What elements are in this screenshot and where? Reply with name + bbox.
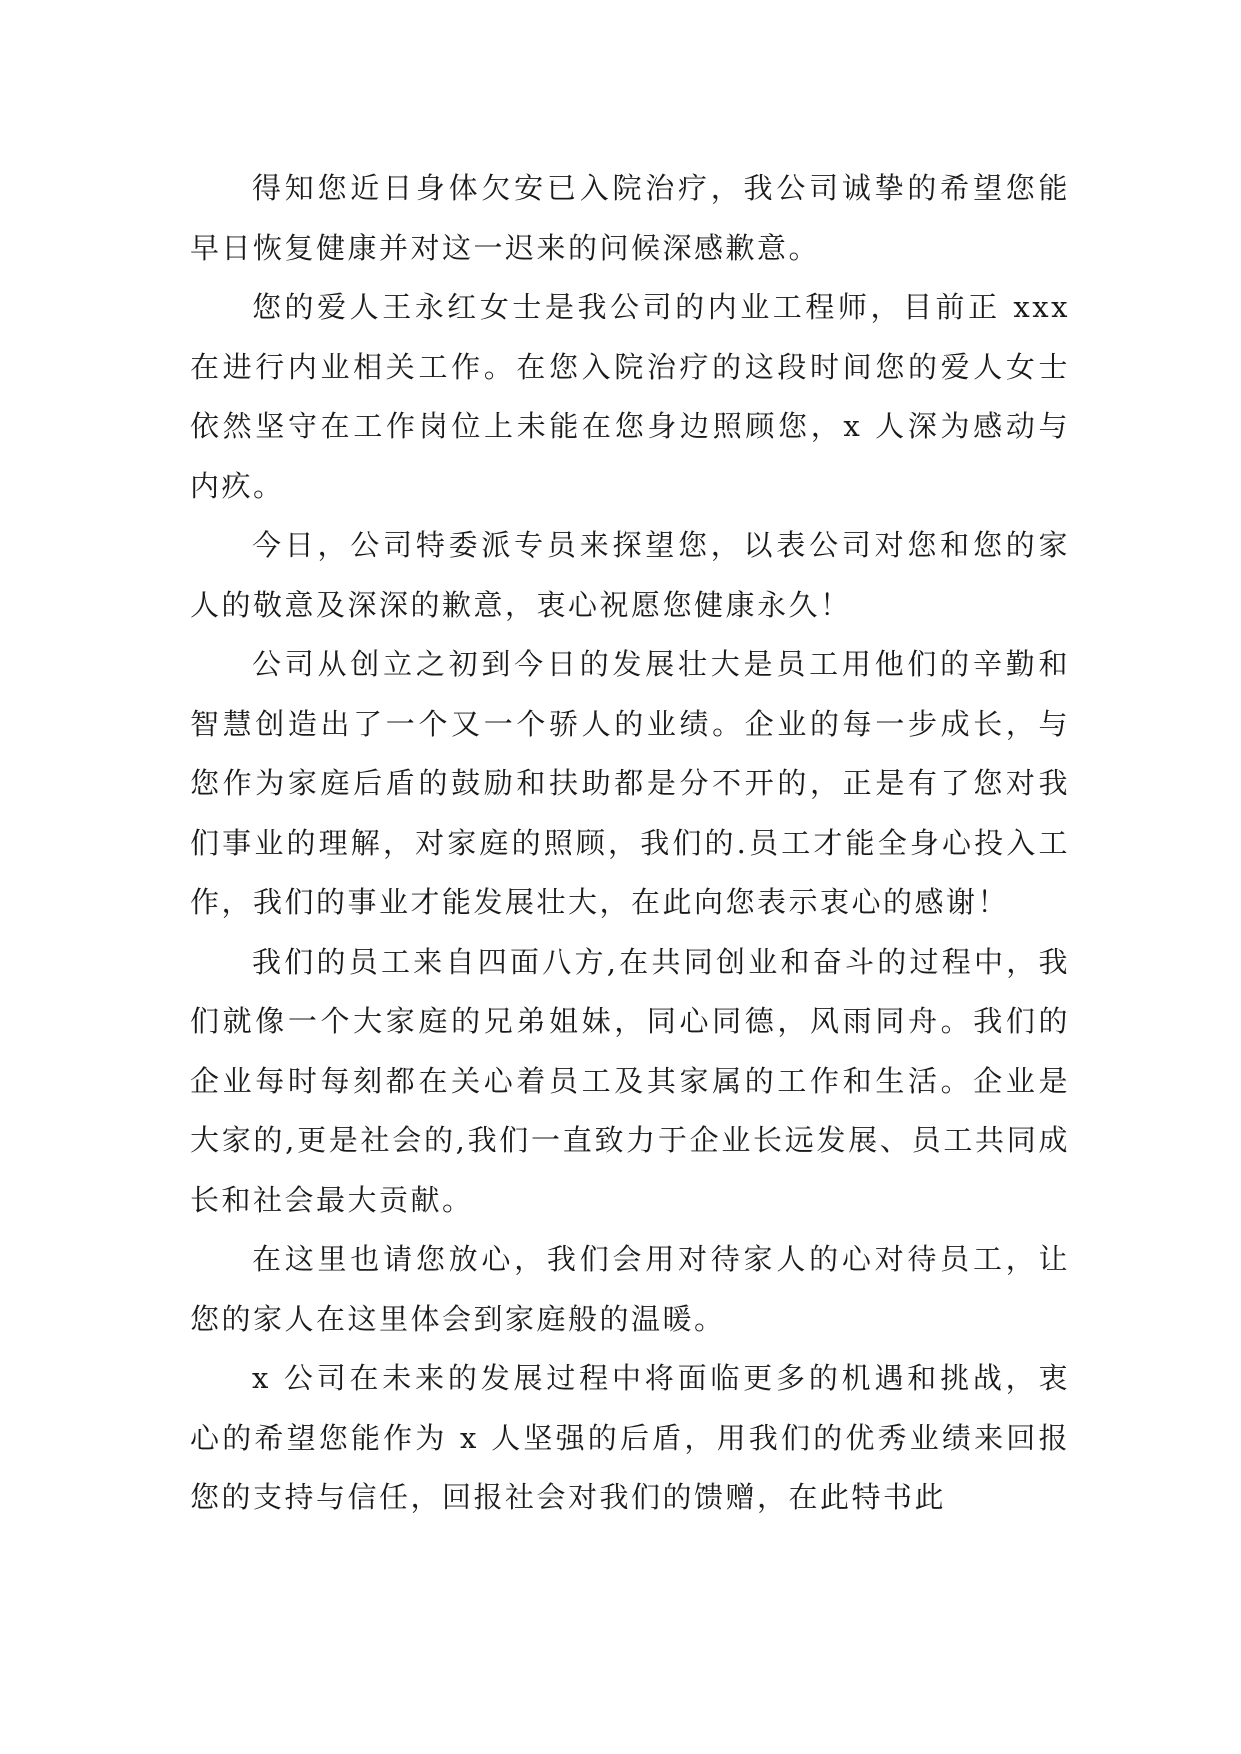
paragraph-employees-family: 我们的员工来自四面八方,在共同创业和奋斗的过程中，我们就像一个大家庭的兄弟姐妹，同心同德，风雨同舟。我们的企业每时每刻都在关心着员工及其家属的工作和生活。企业是大家的,更是社会的,我们一直致力于企业长远发展、员工共同成长和社会最大贡献。 <box>190 944 1070 1217</box>
paragraph-spouse-work: 您的爱人王永红女士是我公司的内业工程师，目前正 xxx 在进行内业相关工作。在您入院治疗的这段时间您的爱人女士依然坚守在工作岗位上未能在您身边照顾您，x 人深为感动与内疚。 <box>190 290 1070 503</box>
paragraph-health-wishes: 得知您近日身体欠安已入院治疗，我公司诚挚的希望您能早日恢复健康并对这一迟来的问候深感歉意。 <box>190 171 1070 265</box>
letter-body <box>190 159 1070 1528</box>
paragraph-company-growth: 公司从创立之初到今日的发展壮大是员工用他们的辛勤和智慧创造出了一个又一个骄人的业绩。企业的每一步成长，与您作为家庭后盾的鼓励和扶助都是分不开的，正是有了您对我们事业的理解，对家庭的照顾，我们的.员工才能全身心投入工作，我们的事业才能发展壮大，在此向您表示衷心的感谢！ <box>190 647 1070 919</box>
paragraph-visit: 今日，公司特委派专员来探望您，以表公司对您和您的家人的敬意及深深的歉意，衷心祝愿您健康永久！ <box>190 528 1070 622</box>
paragraph-reassurance: 在这里也请您放心，我们会用对待家人的心对待员工，让您的家人在这里体会到家庭般的温暖。 <box>190 1242 1070 1336</box>
paragraph-future: x 公司在未来的发展过程中将面临更多的机遇和挑战，衷心的希望您能作为 x 人坚强的后盾，用我们的优秀业绩来回报您的支持与信任，回报社会对我们的馈赠，在此特书此 <box>190 1361 1070 1514</box>
